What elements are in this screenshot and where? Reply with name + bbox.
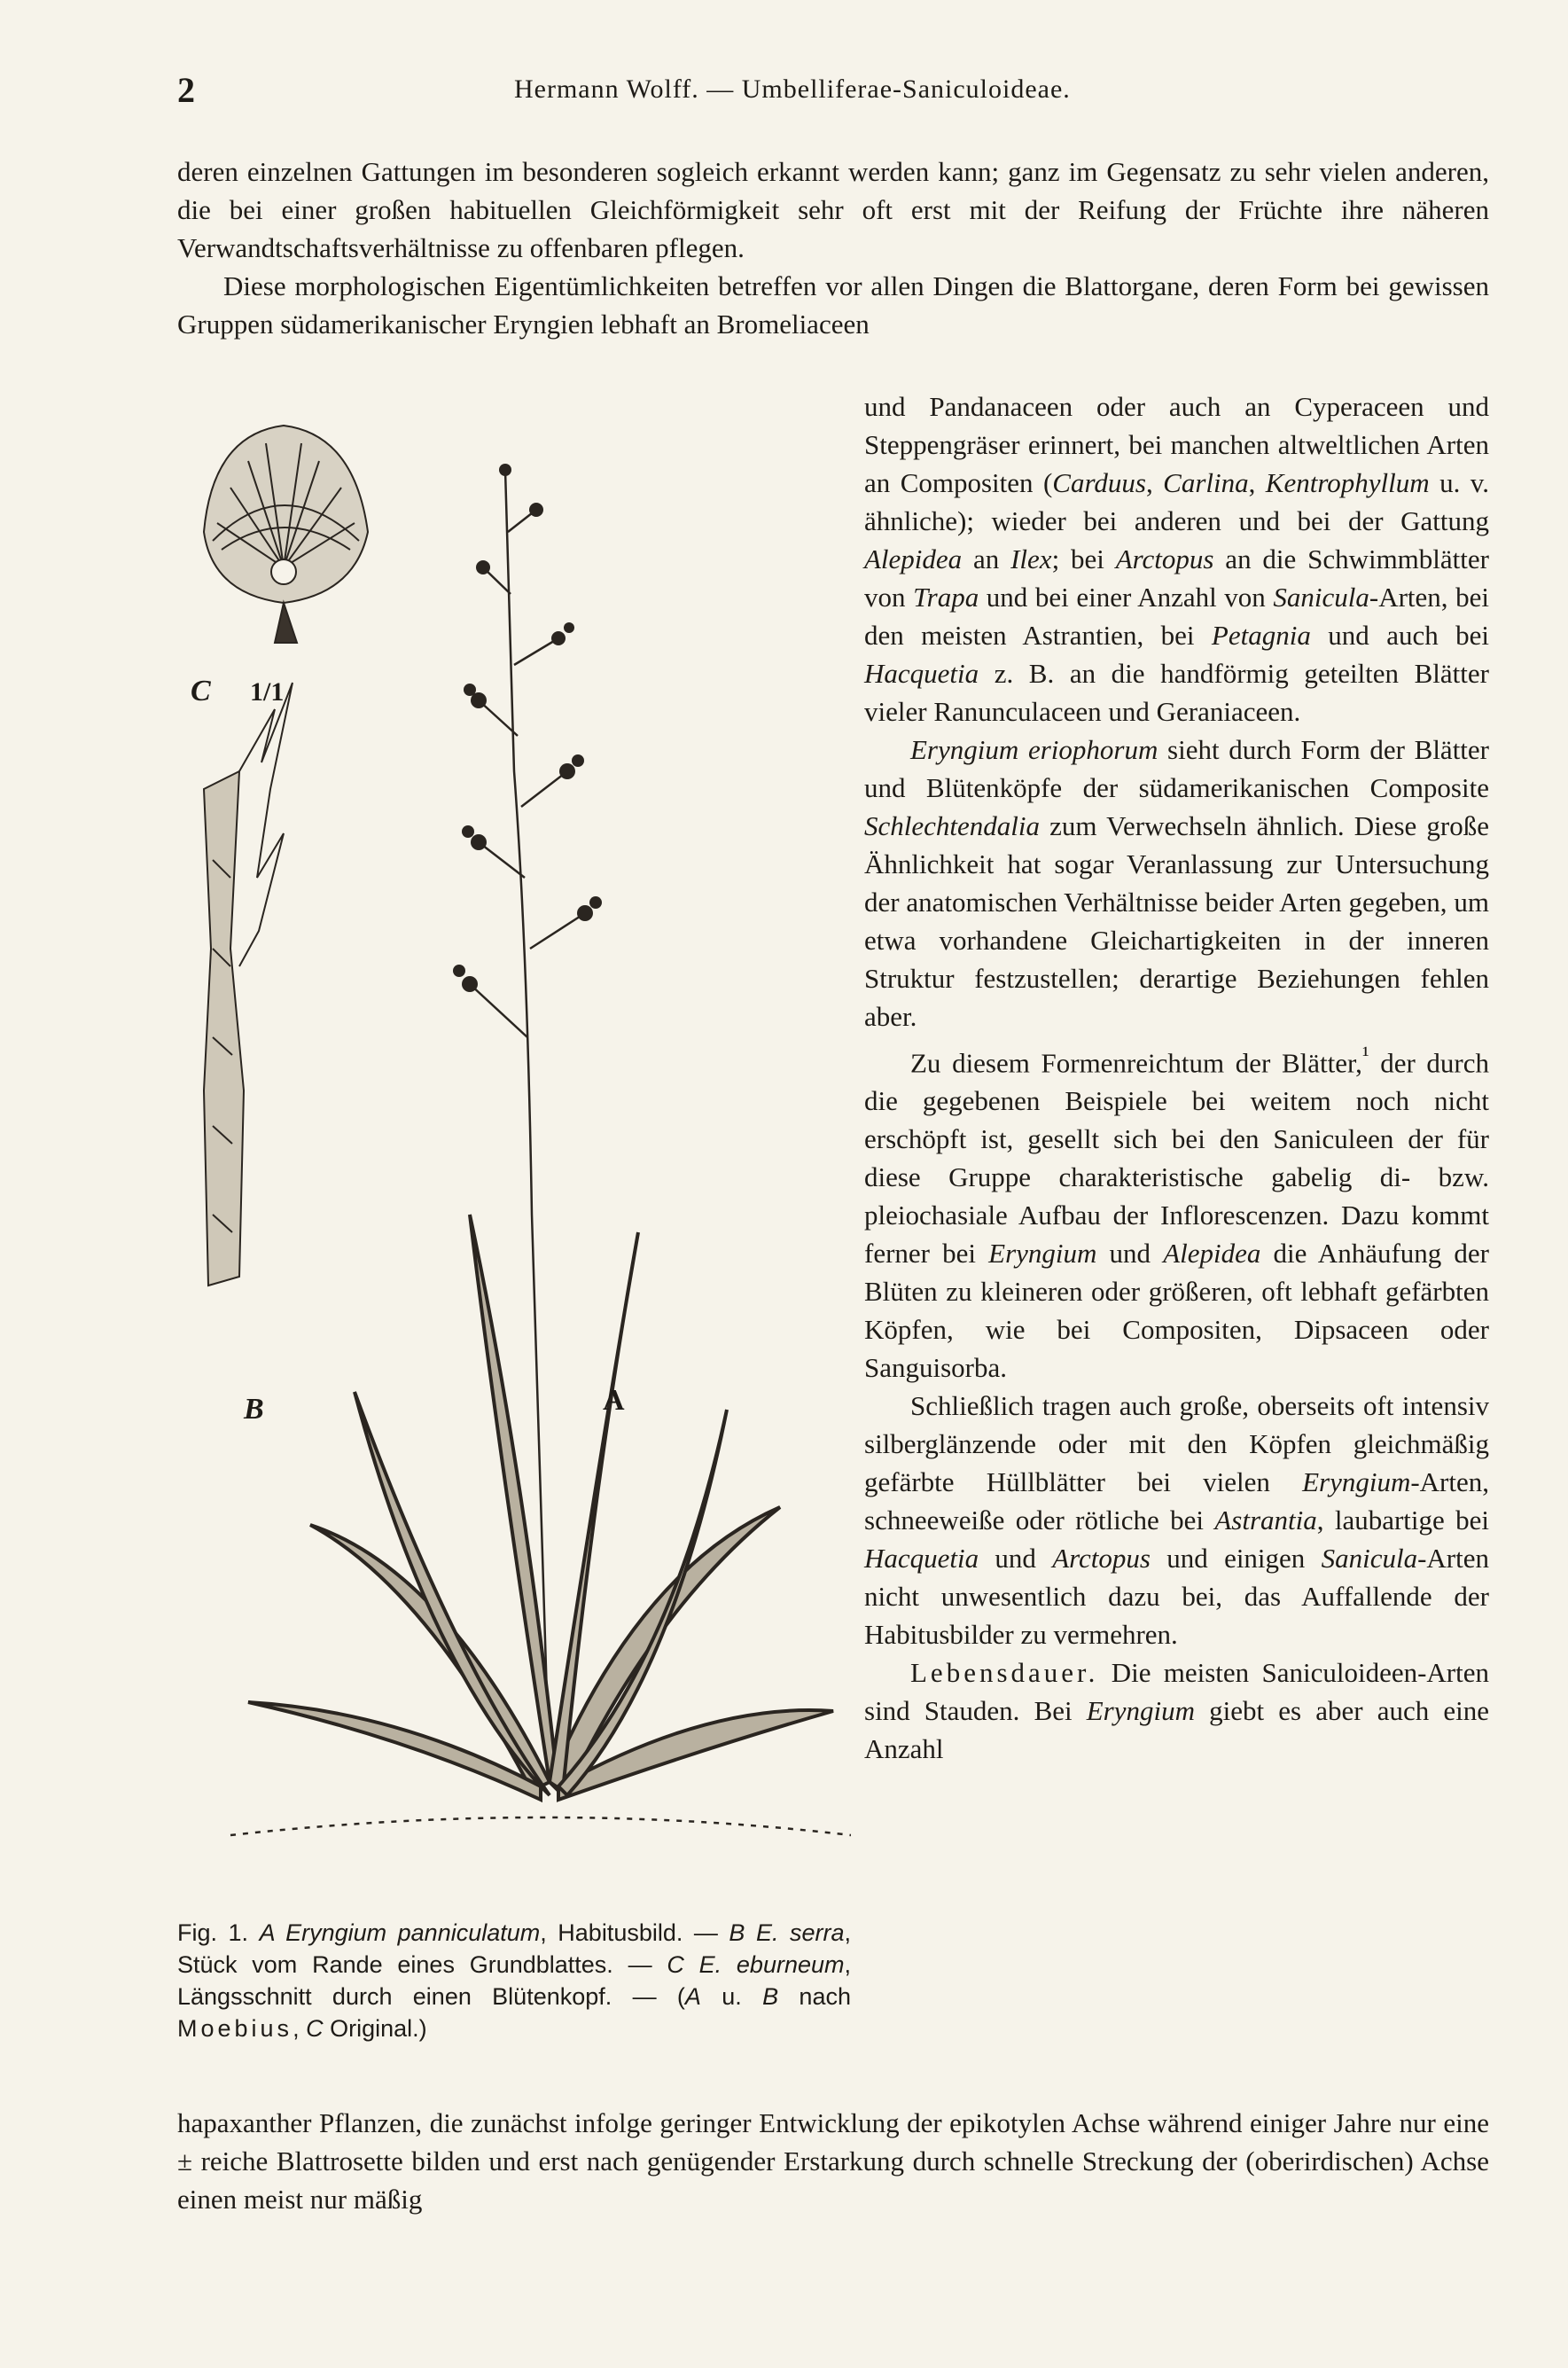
taxon-name: Carduus bbox=[1052, 467, 1146, 498]
caption-label: C bbox=[667, 1951, 699, 1978]
taxon-name: Hacquetia bbox=[864, 658, 979, 689]
taxon-name: Arctopus bbox=[1052, 1543, 1151, 1575]
paragraph: und Pandanaceen oder auch an Cyperaceen und Steppengräser erinnert, bei manchen altweltlichen Arten an Compositen (Carduus, Carlina, Kentrophyllum u. v. ähnliche); wieder bei anderen und bei der Gattung Alepidea an Ilex; bei Arctopus an die Schwimmblätter von Trapa und bei einer Anzahl von Sanicula-Arten, bei den meisten Astrantien, bei Petagnia und auch bei Hacquetia z. B. an die handförmig geteilten Blätter vieler Ranunculaceen und Geraniaceen. bbox=[864, 391, 1490, 727]
body-text-bottom bbox=[177, 2104, 1489, 2218]
paragraph: Zu diesem Formenreichtum der Blätter,$^{^1}$ der durch die gegebenen Beispiele bei weitem noch nicht erschöpft ist, gesellt sich bei den Saniculeen der für diese Gruppe charakteristische gabelig di- bzw. pleiochasiale Aufbau der Inflorescenzen. Dazu kommt ferner bei Eryngium und Alepidea die Anhäufung der Blüten zu kleineren oder größeren, oft lebhaft gefärbten Köpfen, wie bei Compositen, Dipsaceen oder Sanguisorba. bbox=[864, 1042, 1489, 1384]
taxon-name: Astrantia bbox=[1214, 1504, 1317, 1536]
caption-label: C bbox=[306, 2015, 324, 2042]
plant-illustration bbox=[177, 417, 851, 1924]
footnote-marker[interactable]: ¹ bbox=[1361, 1042, 1369, 1067]
caption-text: , bbox=[293, 2015, 307, 2042]
paragraph: Diese morphologischen Eigentümlichkeiten betreffen vor allen Dingen die Blattorgane, deren Form bei gewissen Gruppen südamerikanischer Eryngien lebhaft an Bromeliaceen bbox=[177, 270, 1489, 340]
page-header bbox=[177, 69, 1489, 113]
caption-species: Eryngium panniculatum bbox=[285, 1919, 541, 1946]
paragraph: hapaxanther Pflanzen, die zunächst infolge geringer Entwicklung der epikotylen Achse während einiger Jahre nur eine ± reiche Blattrosette bilden und erst nach genügender Erstarkung durch schnelle Streckung der (oberirdischen) Achse einen meist nur mäßig bbox=[177, 2107, 1489, 2215]
paragraph: Lebensdauer. Die meisten Saniculoideen-Arten sind Stauden. Bei Eryngium giebt es aber auch eine Anzahl bbox=[864, 1657, 1489, 1765]
caption-fig: Fig. 1. bbox=[177, 1919, 260, 1946]
caption-text: , Habitusbild. — bbox=[540, 1919, 729, 1946]
taxon-name: Carlina bbox=[1163, 467, 1249, 498]
caption-text: , Stück vom Rande eines Grundblattes. — bbox=[177, 1919, 851, 1978]
taxon-name: Arctopus bbox=[1115, 543, 1214, 574]
caption-species: E. eburneum bbox=[698, 1951, 845, 1978]
caption-label: B bbox=[729, 1919, 756, 1946]
taxon-name: Sanicula bbox=[1273, 582, 1369, 613]
running-title: Hermann Wolff. — Umbelliferae-Saniculoideae. bbox=[514, 74, 1071, 104]
taxon-name: Eryngium eriophorum bbox=[910, 734, 1158, 765]
figure-1 bbox=[177, 417, 851, 1924]
caption-label: B bbox=[762, 1983, 779, 2010]
body-text-right-column bbox=[864, 387, 1489, 1768]
taxon-name: Alepidea bbox=[1163, 1238, 1261, 1270]
taxon-name: Alepidea bbox=[864, 543, 963, 574]
taxon-name: Eryngium bbox=[1302, 1466, 1411, 1498]
caption-text: , Längsschnitt durch einen Blütenkopf. — ( bbox=[177, 1951, 852, 2010]
figure-label-b: B bbox=[244, 1393, 264, 1426]
figure-caption bbox=[177, 1917, 851, 2044]
taxon-name: Hacquetia bbox=[864, 1543, 979, 1575]
caption-text: nach bbox=[778, 1983, 851, 2010]
flower-head-section-drawing bbox=[204, 426, 368, 643]
caption-label: A bbox=[684, 1983, 701, 2010]
caption-text: u. bbox=[700, 1983, 763, 2010]
plant-habit-drawing bbox=[230, 464, 851, 1835]
figure-scale: 1/1 bbox=[250, 677, 285, 707]
taxon-name: Kentrophyllum bbox=[1265, 467, 1430, 498]
taxon-name: Ilex bbox=[1010, 543, 1052, 574]
caption-label: A bbox=[259, 1919, 286, 1946]
paragraph: Eryngium eriophorum sieht durch Form der Blätter und Blütenköpfe der südamerikanischen Composite Schlechtendalia zum Verwechseln ähnlich. Diese große Ähnlichkeit hat sogar Veranlassung zur Untersuchung der anatomischen Verhältnisse beider Arten gegeben, um etwa vorhandene Gleichartigkeiten in der inneren Struktur festzustellen; derartige Beziehungen fehlen aber. bbox=[864, 734, 1490, 1032]
taxon-name: Petagnia bbox=[1211, 620, 1311, 651]
figure-label-c: C bbox=[191, 675, 211, 707]
section-heading: Lebensdauer. bbox=[910, 1657, 1099, 1689]
taxon-name: Eryngium bbox=[988, 1238, 1097, 1270]
paragraph: Schließlich tragen auch große, oberseits oft intensiv silberglänzende oder mit den Köpfen gleichmäßig gefärbte Hüllblätter bei vielen Eryngium-Arten, schneeweiße oder rötliche bei Astrantia, laubartige bei Hacquetia und Arctopus und einigen Sanicula-Arten nicht unwesentlich dazu bei, das Auffallende der Habitusbilder zu vermehren. bbox=[864, 1390, 1490, 1651]
taxon-name: Sanicula bbox=[1321, 1543, 1418, 1575]
leaf-margin-drawing bbox=[204, 683, 293, 1286]
page-number: 2 bbox=[177, 70, 195, 110]
taxon-name: Trapa bbox=[913, 582, 979, 613]
taxon-name: Schlechtendalia bbox=[864, 810, 1040, 841]
body-text-top bbox=[177, 152, 1489, 343]
caption-species: E. serra bbox=[755, 1919, 845, 1946]
caption-author: Moebius bbox=[177, 2015, 293, 2042]
caption-text: Original.) bbox=[323, 2015, 427, 2042]
taxon-name: Eryngium bbox=[1086, 1695, 1196, 1727]
figure-label-a: A bbox=[603, 1384, 625, 1417]
paragraph: deren einzelnen Gattungen im besonderen sogleich erkannt werden kann; ganz im Gegensatz zu sehr vielen anderen, die bei einer großen habituellen Gleichförmigkeit sehr oft erst mit der Reifung der Früchte ihre näheren Verwandtschaftsverhältnisse zu offenbaren pflegen. bbox=[177, 156, 1489, 263]
